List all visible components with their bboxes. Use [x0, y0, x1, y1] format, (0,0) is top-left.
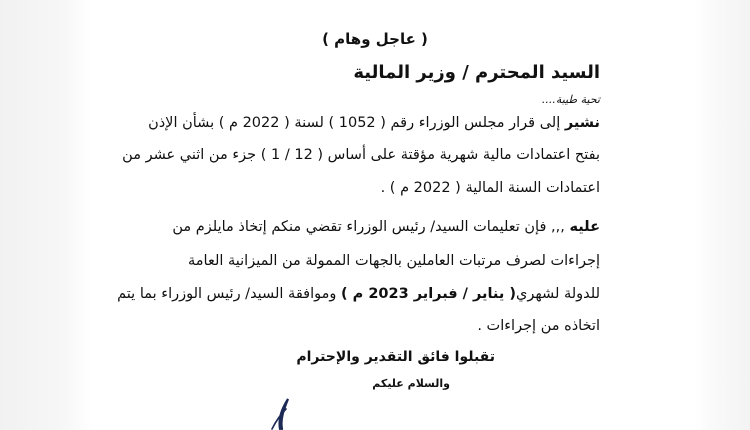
body-line-6	[117, 286, 600, 302]
urgent-label: ( عاجل وهام )	[322, 30, 428, 48]
signature-mark	[250, 395, 310, 430]
body-line-6-end: وموافقة السيد/ رئيس الوزراء بما يتم	[117, 286, 341, 302]
salutation: والسلام عليكم	[372, 377, 450, 390]
closing-phrase: تقبلوا فائق التقدير والإحترام	[296, 349, 495, 365]
lead-word-alayh: عليه	[569, 219, 600, 235]
lead-word-nushir: نشير	[564, 115, 600, 131]
body-line-5: إجراءات لصرف مرتبات العاملين بالجهات الممولة من الميزانية العامة	[187, 253, 600, 269]
body-line-4-text: ,,, فإن تعليمات السيد/ رئيس الوزراء تقضي منكم إتخاذ مايلزم من	[172, 219, 570, 235]
body-line-2: بفتح اعتمادات مالية شهرية مؤقتة على أساس ( 12 / 1 ) جزء من اثني عشر من	[122, 147, 600, 163]
body-line-7: اتخاذه من إجراءات .	[477, 318, 600, 334]
months-dates: ( يناير / فبراير 2023 م )	[340, 286, 516, 302]
scan-shadow-right	[695, 0, 750, 430]
body-line-1	[148, 115, 600, 131]
body-line-6-start: للدولة لشهري	[515, 286, 600, 302]
body-line-3: اعتمادات السنة المالية ( 2022 م ) .	[380, 180, 600, 196]
greeting: تحية طيبة....	[541, 93, 600, 106]
addressee: السيد المحترم / وزير المالية	[353, 62, 600, 83]
scan-shadow-left	[0, 0, 92, 430]
body-line-4	[172, 219, 600, 235]
body-line-1-text: إلى قرار مجلس الوزراء رقم ( 1052 ) لسنة ( 2022 م ) بشأن الإذن	[148, 115, 565, 131]
